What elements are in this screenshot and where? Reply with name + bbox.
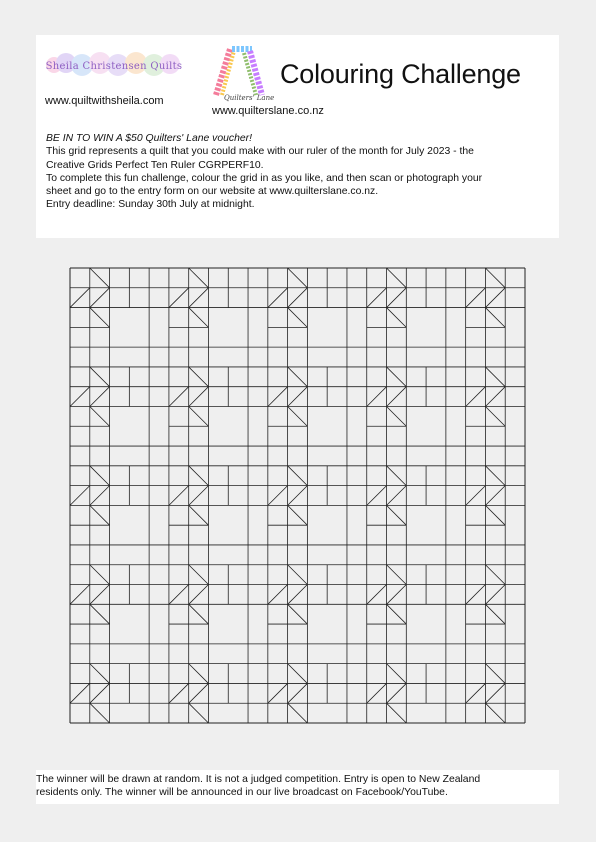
triangle-diagonal bbox=[387, 505, 407, 525]
triangle-diagonal bbox=[169, 387, 189, 407]
intro-headline: BE IN TO WIN A $50 Quilters' Lane voucher! bbox=[46, 133, 253, 144]
triangle-diagonal bbox=[189, 308, 209, 328]
sheila-website-url[interactable]: www.quiltwithsheila.com bbox=[45, 95, 164, 107]
quilters-lane-logo-text: Quilters' Lane bbox=[224, 94, 275, 102]
header-card bbox=[36, 35, 559, 238]
triangle-diagonal bbox=[90, 683, 110, 703]
triangle-diagonal bbox=[268, 288, 288, 308]
triangle-diagonal bbox=[70, 683, 90, 703]
intro-line-3: To complete this fun challenge, colour the grid in as you like, and then scan or photograph your bbox=[46, 172, 483, 184]
quilt-grid-svg[interactable] bbox=[70, 268, 525, 723]
triangle-diagonal bbox=[189, 604, 209, 624]
sheila-logo-text: Sheila Christensen Quilts bbox=[45, 61, 183, 72]
triangle-diagonal bbox=[288, 288, 308, 308]
triangle-diagonal bbox=[288, 703, 308, 723]
triangle-diagonal bbox=[90, 703, 110, 723]
triangle-diagonal bbox=[189, 367, 209, 387]
triangle-diagonal bbox=[90, 505, 110, 525]
triangle-diagonal bbox=[387, 367, 407, 387]
intro-line-1: This grid represents a quilt that you could make with our ruler of the month for July 2023 - the bbox=[46, 146, 474, 158]
triangle-diagonal bbox=[466, 585, 486, 605]
triangle-diagonal bbox=[485, 466, 505, 486]
triangle-diagonal bbox=[387, 387, 407, 407]
triangle-diagonal bbox=[387, 466, 407, 486]
triangle-diagonal bbox=[485, 288, 505, 308]
triangle-diagonal bbox=[485, 683, 505, 703]
triangle-diagonal bbox=[387, 565, 407, 585]
triangle-diagonal bbox=[169, 585, 189, 605]
triangle-diagonal bbox=[90, 486, 110, 506]
triangle-diagonal bbox=[367, 486, 387, 506]
triangle-diagonal bbox=[189, 406, 209, 426]
triangle-diagonal bbox=[367, 288, 387, 308]
triangle-diagonal bbox=[189, 664, 209, 684]
triangle-diagonal bbox=[288, 308, 308, 328]
triangle-diagonal bbox=[387, 268, 407, 288]
triangle-diagonal bbox=[189, 585, 209, 605]
triangle-diagonal bbox=[288, 486, 308, 506]
triangle-diagonal bbox=[466, 387, 486, 407]
triangle-diagonal bbox=[90, 466, 110, 486]
triangle-diagonal bbox=[70, 585, 90, 605]
triangle-diagonal bbox=[387, 288, 407, 308]
triangle-diagonal bbox=[288, 664, 308, 684]
triangle-diagonal bbox=[189, 268, 209, 288]
sheila-christensen-logo bbox=[46, 51, 182, 79]
footer-line-1: The winner will be drawn at random. It is not a judged competition. Entry is open to New Zealand bbox=[36, 774, 481, 785]
triangle-diagonal bbox=[189, 565, 209, 585]
triangle-diagonal bbox=[189, 486, 209, 506]
triangle-diagonal bbox=[485, 703, 505, 723]
triangle-diagonal bbox=[387, 486, 407, 506]
quilters-lane-website-url[interactable]: www.quilterslane.co.nz bbox=[212, 105, 324, 117]
triangle-diagonal bbox=[485, 505, 505, 525]
triangle-diagonal bbox=[90, 288, 110, 308]
triangle-diagonal bbox=[90, 585, 110, 605]
triangle-diagonal bbox=[268, 585, 288, 605]
triangle-diagonal bbox=[70, 288, 90, 308]
triangle-diagonal bbox=[485, 585, 505, 605]
triangle-diagonal bbox=[189, 505, 209, 525]
triangle-diagonal bbox=[387, 683, 407, 703]
triangle-diagonal bbox=[90, 367, 110, 387]
triangle-diagonal bbox=[387, 406, 407, 426]
footer-text bbox=[36, 773, 559, 800]
triangle-diagonal bbox=[485, 308, 505, 328]
triangle-diagonal bbox=[268, 486, 288, 506]
triangle-diagonal bbox=[288, 604, 308, 624]
triangle-diagonal bbox=[268, 387, 288, 407]
triangle-diagonal bbox=[90, 604, 110, 624]
triangle-diagonal bbox=[288, 367, 308, 387]
triangle-diagonal bbox=[169, 683, 189, 703]
triangle-diagonal bbox=[189, 387, 209, 407]
triangle-diagonal bbox=[268, 683, 288, 703]
triangle-diagonal bbox=[189, 703, 209, 723]
triangle-diagonal bbox=[90, 664, 110, 684]
triangle-diagonal bbox=[189, 683, 209, 703]
intro-text bbox=[46, 132, 556, 212]
triangle-diagonal bbox=[367, 387, 387, 407]
intro-line-2: Creative Grids Perfect Ten Ruler CGRPERF10. bbox=[46, 159, 264, 171]
triangle-diagonal bbox=[466, 486, 486, 506]
triangle-diagonal bbox=[288, 683, 308, 703]
triangle-diagonal bbox=[189, 288, 209, 308]
triangle-diagonal bbox=[367, 585, 387, 605]
triangle-diagonal bbox=[466, 683, 486, 703]
triangle-diagonal bbox=[90, 406, 110, 426]
triangle-diagonal bbox=[485, 604, 505, 624]
triangle-diagonal bbox=[288, 585, 308, 605]
triangle-diagonal bbox=[485, 664, 505, 684]
triangle-diagonal bbox=[485, 387, 505, 407]
triangle-diagonal bbox=[90, 308, 110, 328]
triangle-diagonal bbox=[485, 406, 505, 426]
triangle-diagonal bbox=[387, 604, 407, 624]
triangle-diagonal bbox=[288, 268, 308, 288]
triangle-diagonal bbox=[70, 387, 90, 407]
triangle-diagonal bbox=[288, 466, 308, 486]
triangle-diagonal bbox=[288, 387, 308, 407]
triangle-diagonal bbox=[189, 466, 209, 486]
triangle-diagonal bbox=[169, 288, 189, 308]
triangle-diagonal bbox=[387, 308, 407, 328]
triangle-diagonal bbox=[387, 664, 407, 684]
intro-line-4: sheet and go to the entry form on our website at www.quilterslane.co.nz. bbox=[46, 186, 379, 198]
intro-line-5: Entry deadline: Sunday 30th July at midnight. bbox=[46, 199, 255, 211]
triangle-diagonal bbox=[485, 367, 505, 387]
triangle-diagonal bbox=[367, 683, 387, 703]
footer-card bbox=[36, 770, 559, 804]
triangle-diagonal bbox=[169, 486, 189, 506]
triangle-diagonal bbox=[485, 565, 505, 585]
triangle-diagonal bbox=[466, 288, 486, 308]
triangle-diagonal bbox=[90, 565, 110, 585]
quilters-lane-logo bbox=[208, 43, 275, 105]
footer-line-2: residents only. The winner will be announced in our live broadcast on Facebook/YouTube. bbox=[36, 787, 448, 799]
triangle-diagonal bbox=[90, 387, 110, 407]
colouring-grid[interactable] bbox=[70, 268, 525, 723]
triangle-diagonal bbox=[90, 268, 110, 288]
triangle-diagonal bbox=[288, 565, 308, 585]
page-title: Colouring Challenge bbox=[280, 59, 521, 89]
triangle-diagonal bbox=[387, 585, 407, 605]
triangle-diagonal bbox=[70, 486, 90, 506]
triangle-diagonal bbox=[288, 406, 308, 426]
triangle-diagonal bbox=[485, 486, 505, 506]
triangle-diagonal bbox=[387, 703, 407, 723]
triangle-diagonal bbox=[485, 268, 505, 288]
triangle-diagonal bbox=[288, 505, 308, 525]
